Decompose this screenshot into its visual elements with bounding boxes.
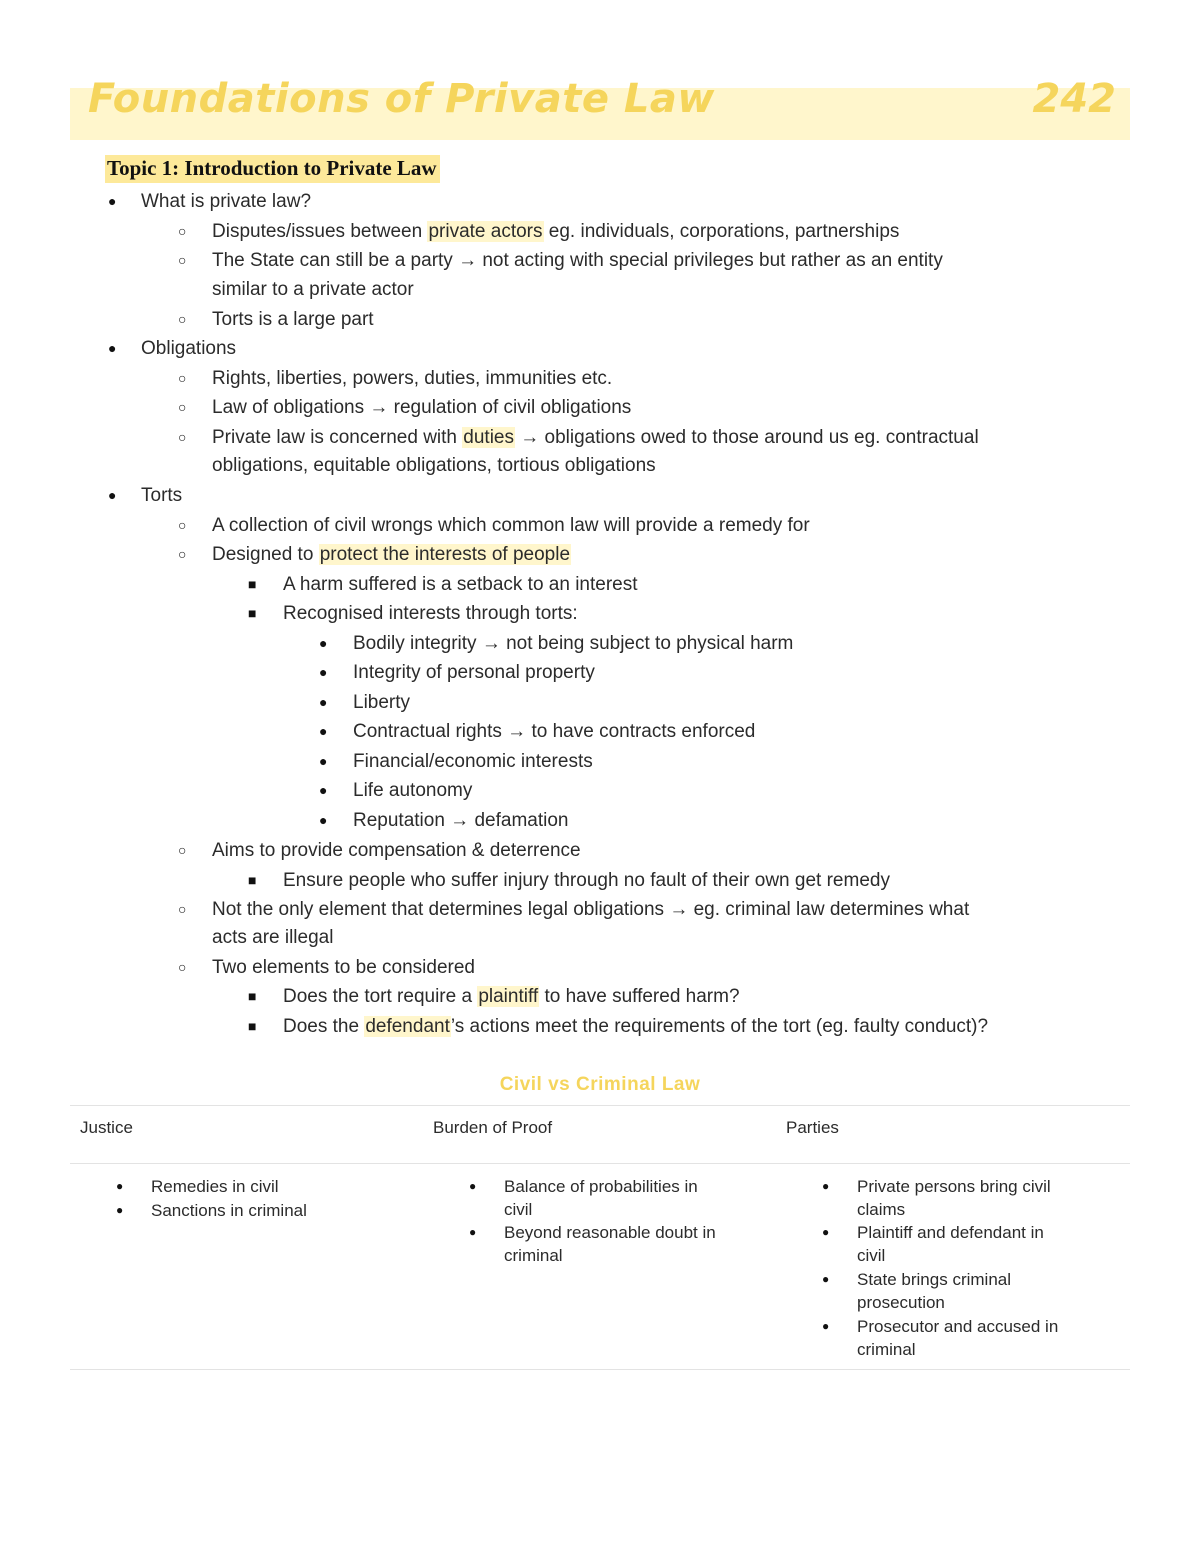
highlight: plaintiff <box>478 986 539 1007</box>
list-item: Torts is a large part <box>212 309 374 330</box>
list-item-continuation: acts are illegal <box>212 927 334 948</box>
bullet-square-icon: ■ <box>248 1018 257 1034</box>
interest-item: Liberty <box>353 692 411 713</box>
bullet-circle-icon: ○ <box>178 252 187 268</box>
list-item: Disputes/issues between private actors eg. individuals, corporations, partnerships <box>212 221 900 242</box>
list-item: Two elements to be considered <box>212 957 475 978</box>
bullet-disc-icon: ● <box>319 723 328 739</box>
bullet-circle-icon: ○ <box>178 842 187 858</box>
list-item: Ensure people who suffer injury through no fault of their own get remedy <box>283 870 890 891</box>
bullet-square-icon: ■ <box>248 576 257 592</box>
interest-item: Bodily integrity → not being subject to physical harm <box>353 633 794 654</box>
table-cell-item: Remedies in civil <box>151 1177 279 1196</box>
bullet-circle-icon: ○ <box>178 517 187 533</box>
page-title: Foundations of Private Law <box>88 76 715 122</box>
bullet-circle-icon: ○ <box>178 399 187 415</box>
bullet-disc-icon: ● <box>319 694 328 710</box>
bullet-disc-icon: ● <box>108 487 117 503</box>
list-item: Rights, liberties, powers, duties, immunities etc. <box>212 368 613 389</box>
table-cell-item: Plaintiff and defendant in <box>857 1223 1044 1242</box>
bullet-disc-icon: ● <box>469 1179 477 1193</box>
highlight: defendant <box>365 1016 450 1037</box>
bullet-circle-icon: ○ <box>178 223 187 239</box>
list-item: The State can still be a party → not acting with special privileges but rather as an entity <box>212 250 943 271</box>
bullet-disc-icon: ● <box>822 1319 830 1333</box>
list-item: Law of obligations → regulation of civil obligations <box>212 397 632 418</box>
bullet-circle-icon: ○ <box>178 901 187 917</box>
column-header-burden: Burden of Proof <box>433 1118 553 1137</box>
table-cell-item-continuation: prosecution <box>857 1293 945 1312</box>
bullet-disc-icon: ● <box>822 1272 830 1286</box>
table-cell-item-continuation: civil <box>857 1246 886 1265</box>
list-item-continuation: similar to a private actor <box>212 279 414 300</box>
table-cell-item-continuation: civil <box>504 1200 533 1219</box>
bullet-disc-icon: ● <box>319 812 328 828</box>
list-item: A harm suffered is a setback to an interest <box>283 574 638 595</box>
column-header-justice: Justice <box>80 1118 133 1137</box>
interest-item: Integrity of personal property <box>353 662 595 683</box>
highlight: protect the interests of people <box>319 544 571 565</box>
table-cell-item: Sanctions in criminal <box>151 1201 307 1220</box>
bullet-disc-icon: ● <box>108 340 117 356</box>
bullet-disc-icon: ● <box>116 1179 124 1193</box>
table-rule-top <box>70 1105 1130 1106</box>
list-item: Torts <box>141 485 183 506</box>
bullet-disc-icon: ● <box>319 635 328 651</box>
bullet-disc-icon: ● <box>319 753 328 769</box>
table-rule-bottom <box>70 1369 1130 1370</box>
table-cell-item: Prosecutor and accused in <box>857 1317 1059 1336</box>
list-item: What is private law? <box>141 191 312 212</box>
table-rule-header <box>70 1163 1130 1164</box>
table-cell-item: State brings criminal <box>857 1270 1012 1289</box>
bullet-disc-icon: ● <box>822 1225 830 1239</box>
list-item: Does the tort require a plaintiff to have suffered harm? <box>283 986 740 1007</box>
table-title: Civil vs Criminal Law <box>499 1074 701 1095</box>
column-header-parties: Parties <box>786 1118 839 1137</box>
list-item: Obligations <box>141 338 237 359</box>
bullet-disc-icon: ● <box>319 664 328 680</box>
bullet-square-icon: ■ <box>248 872 257 888</box>
table-cell-item: Private persons bring civil <box>857 1177 1051 1196</box>
interest-item: Financial/economic interests <box>353 751 593 772</box>
table-cell-item-continuation: criminal <box>504 1246 563 1265</box>
highlight: duties <box>463 427 514 448</box>
list-item: Aims to provide compensation & deterrence <box>212 840 581 861</box>
list-item-continuation: obligations, equitable obligations, tortious obligations <box>212 455 656 476</box>
list-item: Not the only element that determines legal obligations → eg. criminal law determines what <box>212 899 970 920</box>
bullet-circle-icon: ○ <box>178 429 187 445</box>
interest-item: Life autonomy <box>353 780 473 801</box>
list-item: A collection of civil wrongs which common law will provide a remedy for <box>212 515 810 536</box>
list-item: Does the defendant’s actions meet the requirements of the tort (eg. faulty conduct)? <box>283 1016 989 1037</box>
bullet-circle-icon: ○ <box>178 546 187 562</box>
highlight: private actors <box>428 221 543 242</box>
page-number: 242 <box>1032 76 1116 122</box>
list-item: Recognised interests through torts: <box>283 603 578 624</box>
bullet-square-icon: ■ <box>248 988 257 1004</box>
bullet-disc-icon: ● <box>822 1179 830 1193</box>
bullet-square-icon: ■ <box>248 605 257 621</box>
table-cell-item: Balance of probabilities in <box>504 1177 698 1196</box>
interest-item: Reputation → defamation <box>353 810 569 831</box>
bullet-disc-icon: ● <box>116 1203 124 1217</box>
table-cell-item: Beyond reasonable doubt in <box>504 1223 716 1242</box>
bullet-disc-icon: ● <box>108 193 117 209</box>
bullet-disc-icon: ● <box>319 782 328 798</box>
topic-heading: Topic 1: Introduction to Private Law <box>105 155 440 183</box>
bullet-disc-icon: ● <box>469 1225 477 1239</box>
table-cell-item-continuation: claims <box>857 1200 906 1219</box>
list-item: Private law is concerned with duties → obligations owed to those around us eg. contractual <box>212 427 979 448</box>
interest-item: Contractual rights → to have contracts enforced <box>353 721 756 742</box>
bullet-circle-icon: ○ <box>178 370 187 386</box>
table-cell-item-continuation: criminal <box>857 1340 916 1359</box>
list-item: Designed to protect the interests of people <box>212 544 571 565</box>
bullet-circle-icon: ○ <box>178 959 187 975</box>
bullet-circle-icon: ○ <box>178 311 187 327</box>
